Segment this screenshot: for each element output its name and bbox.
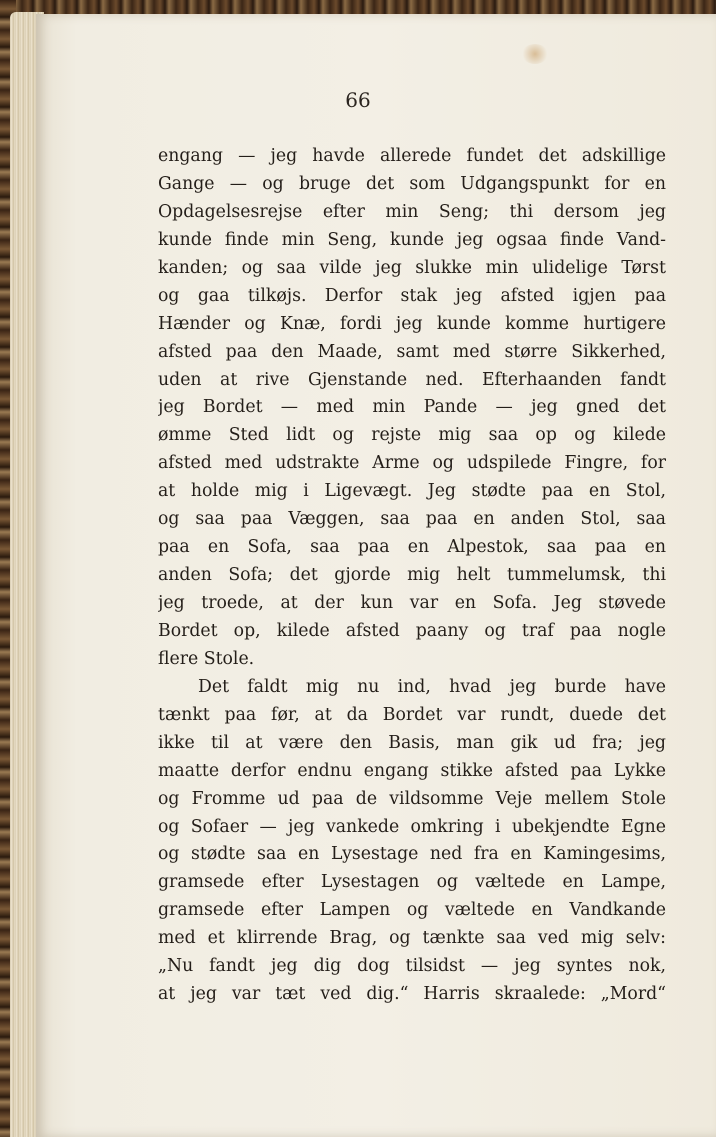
text-line: afsted paa den Maade, samt med større Sikkerhed, [158, 341, 666, 362]
text-line: jeg Bordet — med min Pande — jeg gned det [158, 397, 666, 418]
text-line: anden Sofa; det gjorde mig helt tummelumsk, thi [158, 565, 666, 586]
text-line: flere Stole. [158, 648, 255, 669]
text-line: engang — jeg havde allerede fundet det adskillige [158, 146, 666, 166]
text-line: ømme Sted lidt og rejste mig saa op og kilede [158, 425, 666, 446]
text-line: og saa paa Væggen, saa paa en anden Stol, saa [158, 509, 666, 530]
text-line: Opdagelsesrejse efter min Seng; thi dersom jeg [158, 201, 666, 222]
text-line: tænkt paa før, at da Bordet var rundt, duede det [158, 704, 666, 725]
text-line: med et klirrende Brag, og tænkte saa ved mig selv: [158, 928, 666, 949]
text-line: Hænder og Knæ, fordi jeg kunde komme hurtigere [158, 313, 666, 334]
text-line: maatte derfor endnu engang stikke afsted paa Lykke [158, 760, 666, 781]
body-text [158, 143, 666, 1009]
text-line: „Nu fandt jeg dig dog tilsidst — jeg syntes nok, [158, 956, 666, 977]
paper-stain [522, 44, 548, 64]
text-line: Bordet op, kilede afsted paany og traf paa nogle [158, 620, 666, 641]
text-line: ikke til at være den Basis, man gik ud fra; jeg [158, 732, 666, 753]
text-line: Det faldt mig nu ind, hvad jeg burde have [198, 676, 666, 697]
text-line: gramsede efter Lampen og væltede en Vandkande [158, 900, 666, 921]
text-line: at jeg var tæt ved dig.“ Harris skraalede: „Mord“ [158, 984, 666, 1005]
text-line: og Sofaer — jeg vankede omkring i ubekjendte Egne [158, 816, 666, 837]
text-line: paa en Sofa, saa paa en Alpestok, saa paa en [158, 537, 666, 558]
text-line: kunde finde min Seng, kunde jeg ogsaa finde Vand- [158, 229, 666, 250]
text-line: gramsede efter Lysestagen og væltede en Lampe, [158, 872, 666, 893]
page-number: 66 [345, 88, 371, 112]
text-line: og stødte saa en Lysestage ned fra en Kamingesims, [158, 844, 666, 865]
text-line: kanden; og saa vilde jeg slukke min ulidelige Tørst [158, 257, 666, 278]
text-line: og Fromme ud paa de vildsomme Veje mellem Stole [158, 788, 666, 809]
text-line: afsted med udstrakte Arme og udspilede Fingre, for [158, 453, 666, 474]
text-line: uden at rive Gjenstande ned. Efterhaanden fandt [158, 369, 666, 390]
text-line: og gaa tilkøjs. Derfor stak jeg afsted igjen paa [158, 285, 666, 306]
text-line: Gange — og bruge det som Udgangspunkt for en [158, 173, 666, 194]
text-line: at holde mig i Ligevægt. Jeg stødte paa en Stol, [158, 481, 666, 502]
text-line: jeg troede, at der kun var en Sofa. Jeg støvede [158, 593, 666, 613]
